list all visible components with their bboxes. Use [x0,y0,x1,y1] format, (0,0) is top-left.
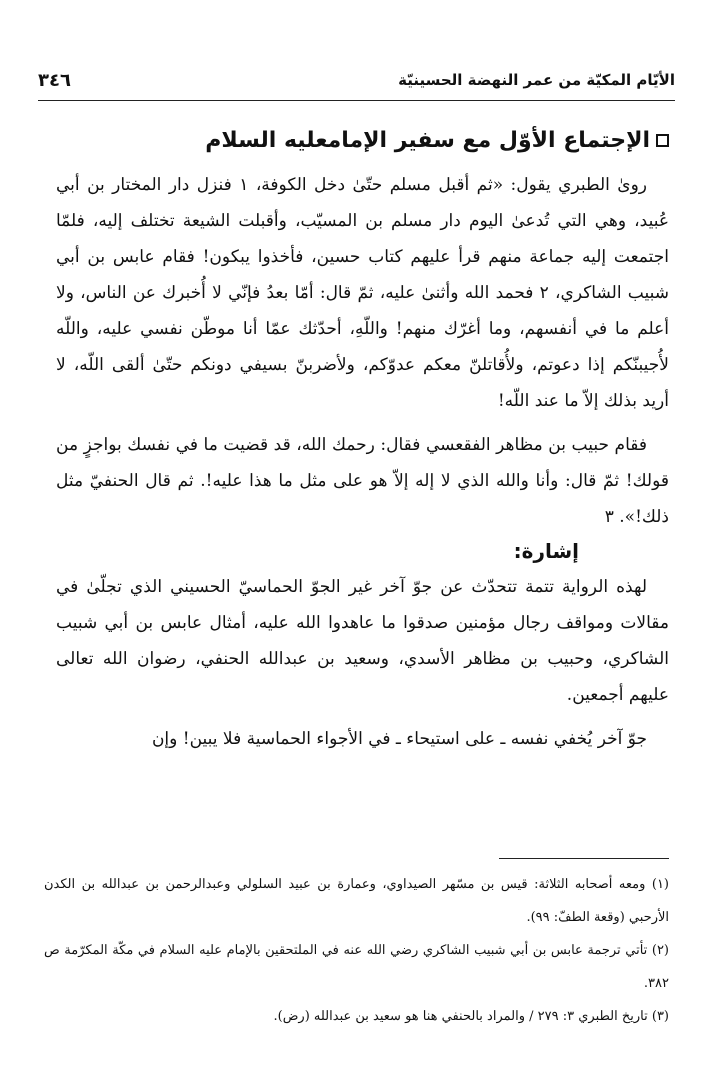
paragraph-4: جوّ آخر يُخفي نفسه ـ على استيحاء ـ في الأجواء الحماسية فلا يبين! وإن [151,729,647,749]
square-bullet-icon [656,134,669,147]
running-title: الأيّام المكيّة من عمر النهضة الحسينيّة [398,71,675,89]
page-number: ٣٤٦ [38,69,71,91]
footnote-1: (١) ومعه أصحابه الثلاثة: قيس بن مسّهر الصيداوي، وعمارة بن عبيد السلولي وعبدالرحمن بن عبدالله بن الكدن الأرحبي (وقعة الطفّ: ٩٩). [44,877,669,925]
footnote-divider [499,858,669,859]
paragraph-2: فقام حبيب بن مظاهر الفقعسي فقال: رحمك الله، قد قضيت ما في نفسك بواجزٍ من قولك! ثمّ قال: وأنا والله الذي لا إله إلاّ هو على مثل ما هذا عليه!. ثم قال الحنفيّ مثل ذلك!». ٣ [56,435,669,527]
paragraph-3: لهذه الرواية تتمة تتحدّث عن جوّ آخر غير الجوّ الحماسيّ الحسيني الذي تجلّىٰ في مقالات ومواقف رجال مؤمنين صدقوا ما عاهدوا الله عليه، أمثال عابس بن أبي شبيب الشاكري، وحبيب بن مظاهر الأسدي، وسعيد بن عبدالله الحنفي، رضوان الله تعالى عليهم أجمعين. [56,577,669,705]
footnotes [44,868,669,1033]
section-heading-text: الإجتماع الأوّل مع سفير الإمامعليه السلام [205,128,650,153]
footnote-3: (٣) تاريخ الطبري ٣: ٢٧٩ / والمراد بالحنفي هنا هو سعيد بن عبدالله (رض). [273,1009,669,1024]
main-text [56,128,669,757]
section-heading [56,128,669,153]
footnote-2: (٢) تأتي ترجمة عابس بن أبي شبيب الشاكري رضي الله عنه في الملتحقين بالإمام عليه السلام في مكّة المكرّمة ص ٣٨٢. [44,943,669,991]
page-header [38,64,675,96]
sub-heading: إشارة: [513,539,579,563]
paragraph-1: روىٰ الطبري يقول: «ثم أقبل مسلم حتّىٰ دخل الكوفة، ١ فنزل دار المختار بن أبي عُبيد، وهي التي تُدعىٰ اليوم دار مسلم بن المسيّب، وأقبلت الشيعة تختلف إليه، فلمّا اجتمعت إليه جماعة منهم قرأ عليهم كتاب حسين، فأخذوا يبكون! فقام عابس بن أبي شبيب الشاكري، ٢ فحمد الله وأثنىٰ عليه، ثمّ قال: أمّا بعدُ فإنّي لا أُخبرك عن الناس، ولا أعلم ما في أنفسهم، وما أغرّك منهم! واللّهِ، أحدّثك عمّا أنا موطّن نفسي عليه، واللّه لأُجيبنّكم إذا دعوتم، ولأُقاتلنّ معكم عدوّكم، ولأضربنّ بسيفي دونكم حتّىٰ ألقى اللّه، لا أريد بذلك إلاّ ما عند اللّه! [56,175,669,411]
header-divider [38,100,675,101]
